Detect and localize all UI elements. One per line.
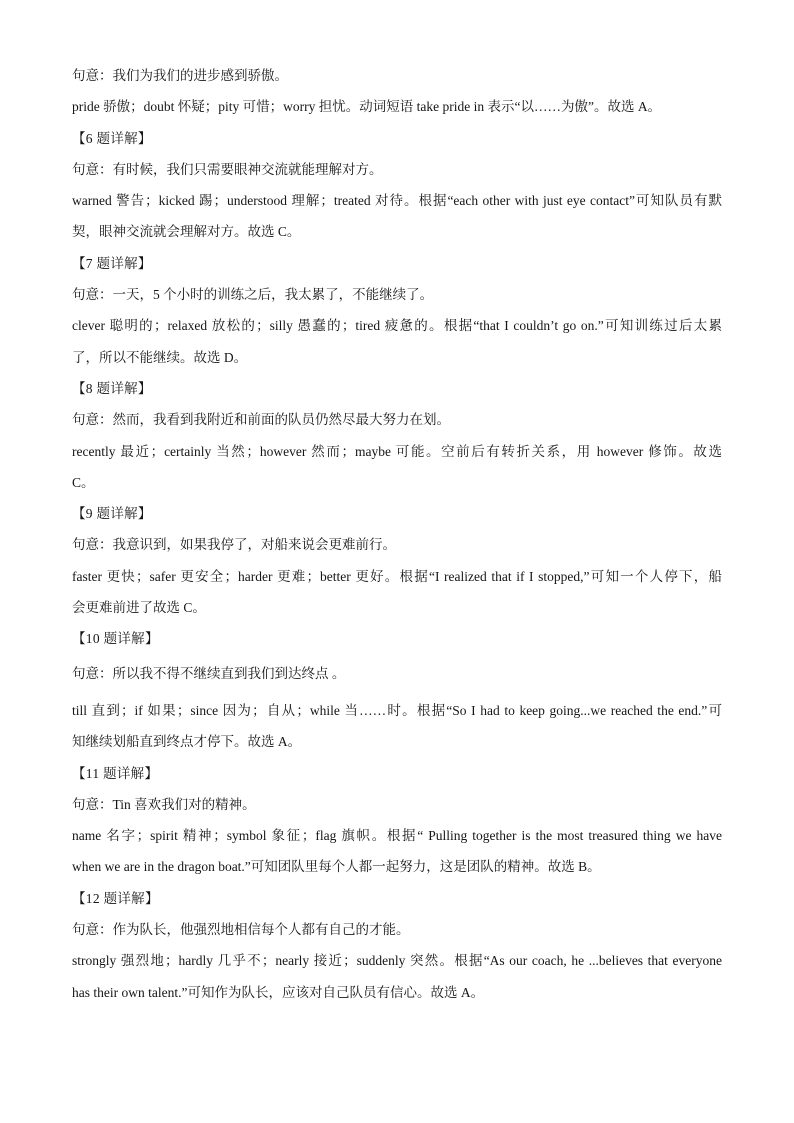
- meaning-sentence: [72, 154, 722, 185]
- text-line: when we are in the dragon boat.”可知团队里每个人都一起努力，这是团队的精神。故选 B。: [72, 859, 601, 875]
- text-line: 句意：我意识到，如果我停了，对船来说会更难前行。: [72, 537, 396, 553]
- text-line: has their own talent.”可知作为队长，应该对自己队员有信心。故选 A。: [72, 984, 485, 1000]
- text-line: 了，所以不能继续。故选 D。: [72, 349, 248, 365]
- heading-text: 【7 题详解】: [72, 255, 152, 271]
- explanation-paragraph: [72, 695, 722, 758]
- question-heading: [72, 498, 722, 529]
- meaning-sentence: [72, 658, 722, 689]
- text-line: warned 警告；kicked 踢；understood 理解；treated 对待。根据“each other with just eye contact”可知队员有默: [72, 193, 722, 209]
- heading-text: 【6 题详解】: [72, 130, 152, 146]
- explanation-paragraph: [72, 310, 722, 373]
- text-line: 句意：然而，我看到我附近和前面的队员仍然尽最大努力在划。: [72, 412, 450, 428]
- explanation-paragraph: [72, 436, 722, 499]
- text-line: name 名字；spirit 精神；symbol 象征；flag 旗帜。根据“ Pulling together is the most treasured thing we have: [72, 828, 722, 844]
- text-line: 句意：有时候，我们只需要眼神交流就能理解对方。: [72, 161, 383, 177]
- question-heading: [72, 623, 722, 654]
- explanation-paragraph: [72, 820, 722, 883]
- heading-text: 【12 题详解】: [72, 890, 159, 906]
- heading-text: 【9 题详解】: [72, 506, 152, 522]
- explanation-paragraph: [72, 945, 722, 1008]
- heading-text: 【10 题详解】: [72, 631, 159, 647]
- question-heading: [72, 373, 722, 404]
- text-line: C。: [72, 474, 95, 490]
- meaning-sentence: [72, 914, 722, 945]
- question-heading: [72, 123, 722, 154]
- heading-text: 【8 题详解】: [72, 380, 152, 396]
- meaning-sentence: [72, 279, 722, 310]
- text-line: clever 聪明的；relaxed 放松的；silly 愚蠢的；tired 疲惫的。根据“that I couldn’t go on.”可知训练过后太累: [72, 318, 722, 334]
- question-heading: [72, 758, 722, 789]
- text-line: till 直到；if 如果；since 因为；自从；while 当……时。根据“So I had to keep going...we reached the end.”可: [72, 702, 722, 718]
- text-line: 句意：Tin 喜欢我们对的精神。: [72, 796, 256, 812]
- meaning-sentence: [72, 404, 722, 435]
- meaning-sentence: [72, 60, 722, 91]
- text-line: faster 更快；safer 更安全；harder 更难；better 更好。根据“I realized that if I stopped,”可知一个人停下，船: [72, 568, 722, 584]
- text-line: 句意：作为队长，他强烈地相信每个人都有自己的才能。: [72, 922, 410, 938]
- question-heading: [72, 883, 722, 914]
- text-line: pride 骄傲；doubt 怀疑；pity 可惜；worry 担忧。动词短语 take pride in 表示“以……为傲”。故选 A。: [72, 99, 662, 115]
- meaning-sentence: [72, 529, 722, 560]
- explanation-paragraph: [72, 185, 722, 248]
- meaning-sentence: [72, 789, 722, 820]
- text-line: 句意：我们为我们的进步感到骄傲。: [72, 68, 288, 83]
- text-line: recently 最近；certainly 当然；however 然而；maybe 可能。空前后有转折关系，用 however 修饰。故选: [72, 443, 722, 459]
- text-line: 句意：所以我不得不继续直到我们到达终点 。: [72, 665, 346, 681]
- explanation-paragraph: [72, 91, 722, 122]
- question-heading: [72, 248, 722, 279]
- explanation-paragraph: [72, 561, 722, 624]
- text-line: 会更难前进了故选 C。: [72, 600, 206, 616]
- text-line: strongly 强烈地；hardly 几乎不；nearly 接近；suddenly 突然。根据“As our coach, he ...believes that everyone: [72, 953, 722, 969]
- text-line: 句意：一天，5 个小时的训练之后，我太累了，不能继续了。: [72, 287, 434, 303]
- heading-text: 【11 题详解】: [72, 765, 159, 781]
- text-line: 知继续划船直到终点才停下。故选 A。: [72, 734, 302, 750]
- text-line: 契，眼神交流就会理解对方。故选 C。: [72, 224, 301, 240]
- document-page: [72, 60, 722, 1008]
